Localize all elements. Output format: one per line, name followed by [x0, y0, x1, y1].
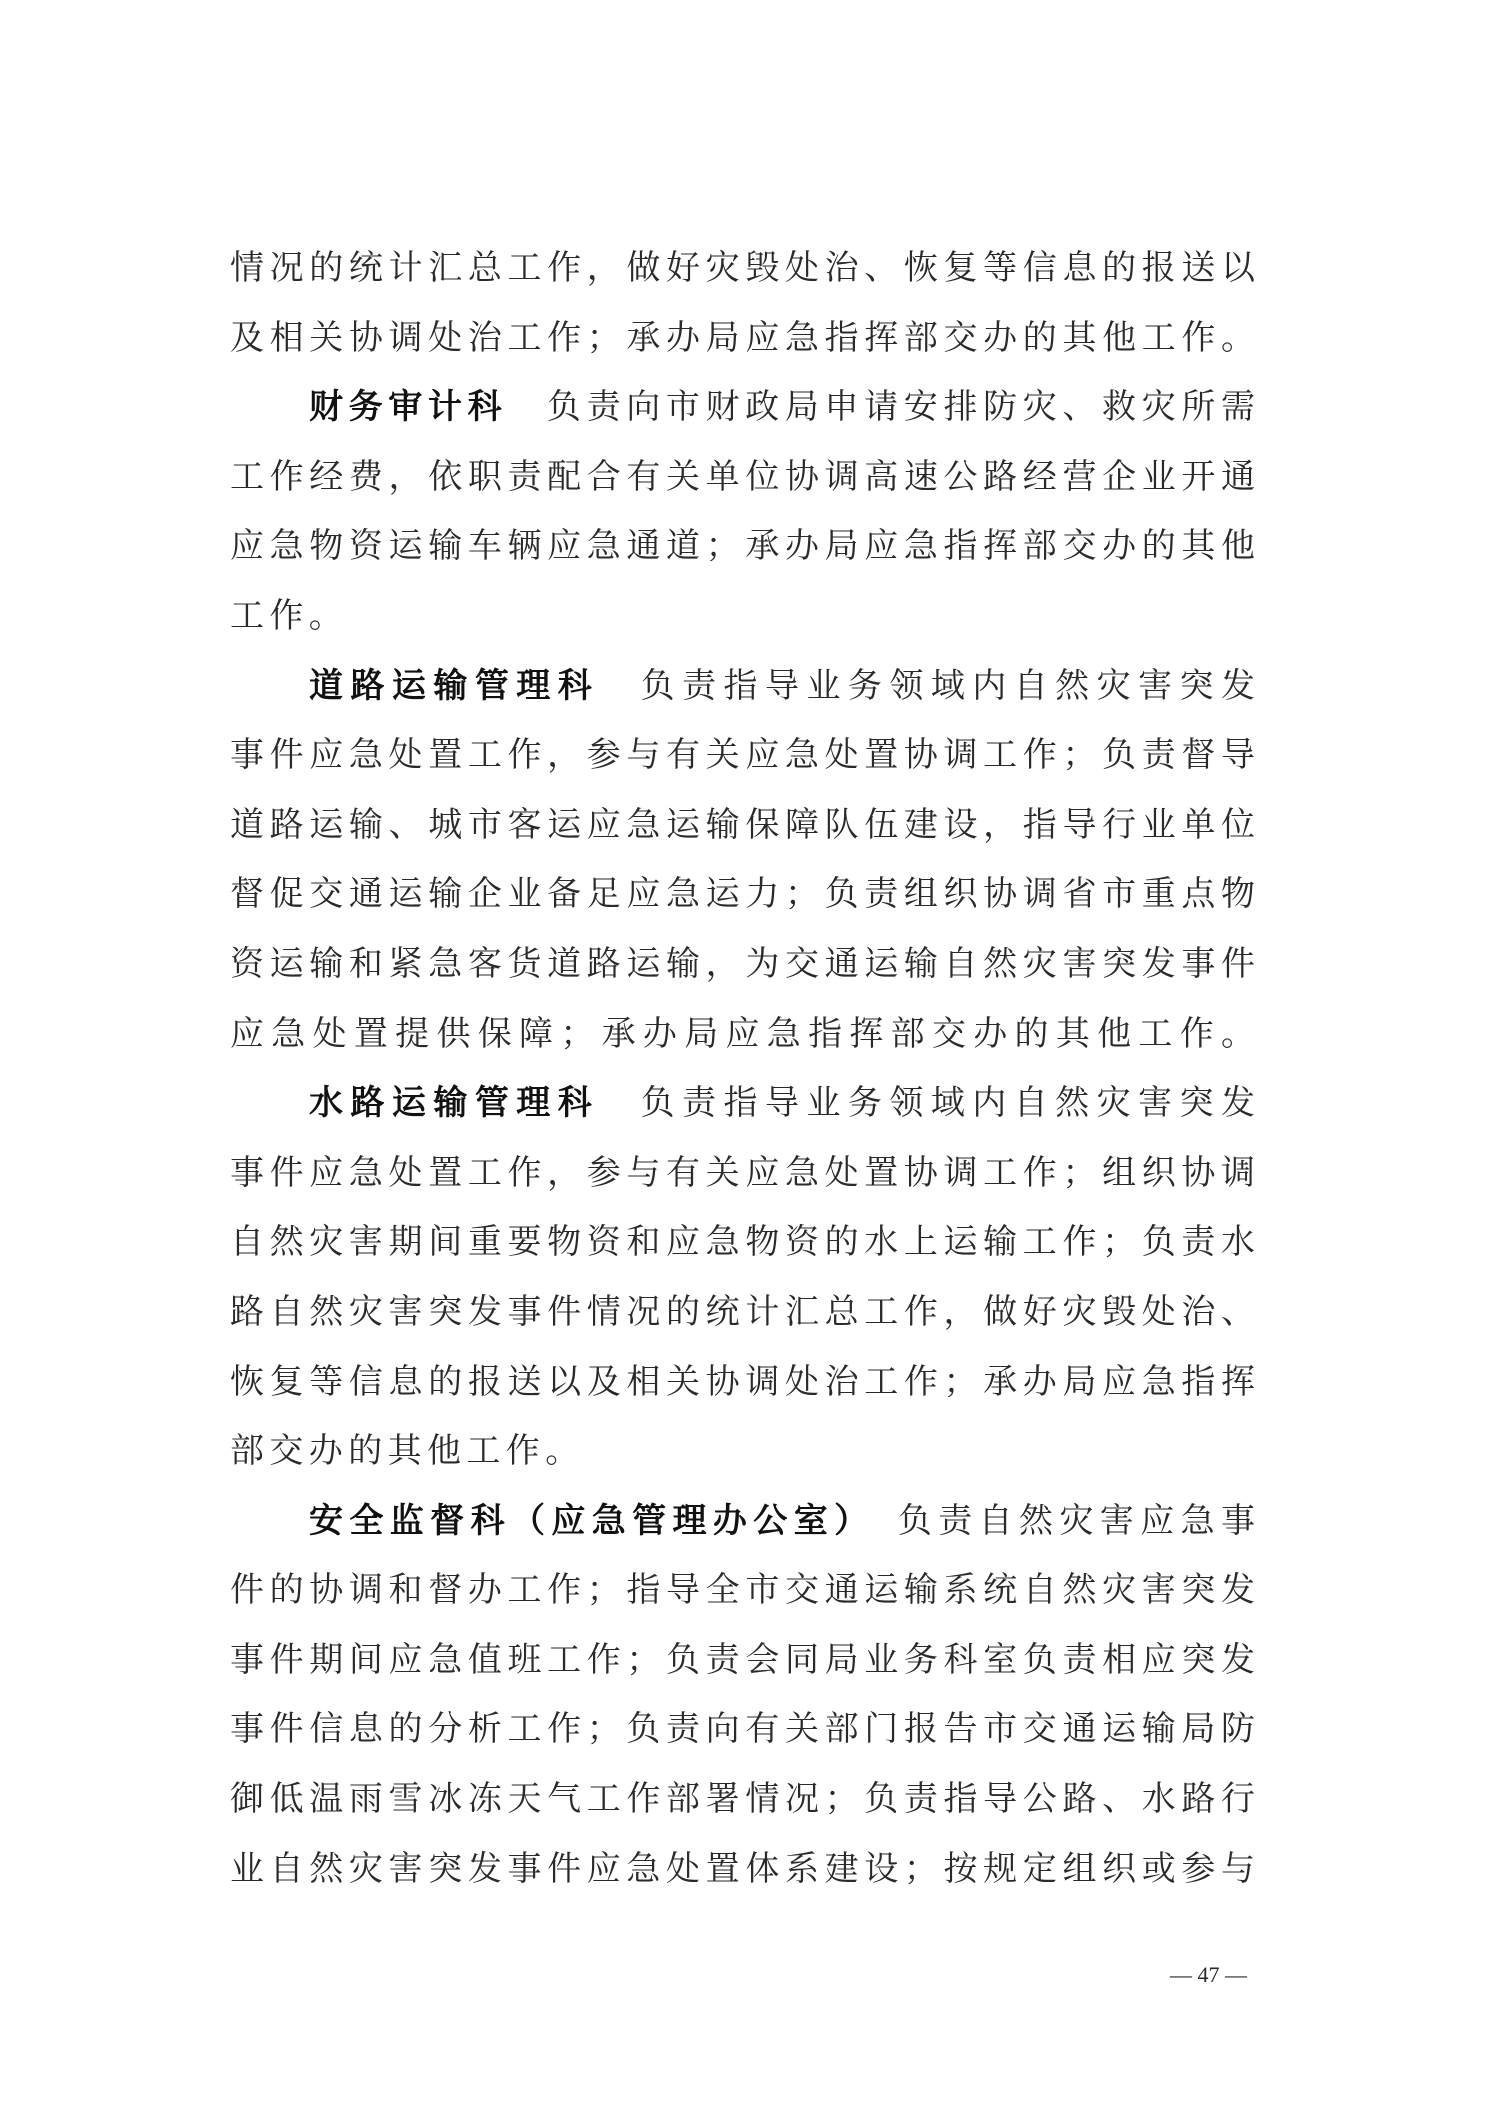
text-line [230, 588, 1255, 658]
line-text: 应急处置提供保障；承办局应急指挥部交办的其他工作。 [230, 1013, 1255, 1054]
text-line [230, 1214, 1255, 1284]
text-line [230, 379, 1255, 449]
line-text: 督促交通运输企业备足应急运力；负责组织协调省市重点物 [230, 874, 1255, 915]
section-heading: 安全监督科（应急管理办公室） [309, 1500, 858, 1541]
line-text: 资运输和紧急客货道路运输，为交通运输自然灾害突发事件 [230, 943, 1255, 984]
line-text: 恢复等信息的报送以及相关协调处治工作；承办局应急指挥 [230, 1361, 1255, 1402]
line-text: 工作经费，依职责配合有关单位协调高速公路经营企业开通 [230, 456, 1255, 497]
text-line [230, 1284, 1255, 1354]
line-text: 部交办的其他工作。 [230, 1431, 585, 1472]
line-text: 事件应急处置工作，参与有关应急处置协调工作；组织协调 [230, 1152, 1255, 1193]
text-line [230, 1632, 1255, 1702]
text-line [230, 936, 1255, 1006]
text-line [230, 1006, 1255, 1076]
text-line [230, 310, 1255, 380]
text-line [230, 1841, 1255, 1911]
line-text: 负责向市财政局申请安排防灾、救灾所需 [507, 387, 1256, 428]
line-text: 件的协调和督办工作；指导全市交通运输系统自然灾害突发 [230, 1570, 1255, 1611]
line-text: 负责指导业务领域内自然灾害突发 [599, 1083, 1256, 1124]
line-text: 道路运输、城市客运应急运输保障队伍建设，指导行业单位 [230, 804, 1255, 845]
section-heading: 财务审计科 [309, 387, 508, 428]
text-line [230, 866, 1255, 936]
line-text: 路自然灾害突发事件情况的统计汇总工作，做好灾毁处治、 [230, 1291, 1255, 1332]
text-line [230, 1354, 1255, 1424]
text-line [230, 1701, 1255, 1771]
line-text: 事件信息的分析工作；负责向有关部门报告市交通运输局防 [230, 1709, 1255, 1750]
section-heading: 水路运输管理科 [309, 1083, 600, 1124]
text-line [230, 1771, 1255, 1841]
line-text: 工作。 [230, 595, 349, 636]
line-text: 负责指导业务领域内自然灾害突发 [599, 665, 1256, 706]
line-text: 御低温雨雪冰冻天气工作部署情况；负责指导公路、水路行 [230, 1779, 1255, 1820]
text-line [230, 1493, 1255, 1563]
text-line [230, 797, 1255, 867]
line-text: 应急物资运输车辆应急通道；承办局应急指挥部交办的其他 [230, 526, 1255, 567]
line-text: 自然灾害期间重要物资和应急物资的水上运输工作；负责水 [230, 1222, 1255, 1263]
text-line [230, 240, 1255, 310]
text-line [230, 449, 1255, 519]
line-text: 事件应急处置工作，参与有关应急处置协调工作；负责督导 [230, 735, 1255, 776]
line-text: 事件期间应急值班工作；负责会同局业务科室负责相应突发 [230, 1639, 1255, 1680]
text-line [230, 518, 1255, 588]
line-text: 及相关协调处治工作；承办局应急指挥部交办的其他工作。 [230, 317, 1255, 358]
text-line [230, 1145, 1255, 1215]
text-line [230, 1075, 1255, 1145]
line-text: 负责自然灾害应急事 [857, 1500, 1256, 1541]
line-text: 情况的统计汇总工作，做好灾毁处治、恢复等信息的报送以 [230, 248, 1255, 288]
document-body [230, 240, 1255, 1910]
text-line [230, 727, 1255, 797]
page-number: — 47 — [1170, 1962, 1247, 1987]
text-line [230, 1423, 1255, 1493]
text-line [230, 658, 1255, 728]
text-line [230, 1562, 1255, 1632]
line-text: 业自然灾害突发事件应急处置体系建设；按规定组织或参与 [230, 1848, 1255, 1889]
section-heading: 道路运输管理科 [309, 665, 600, 706]
